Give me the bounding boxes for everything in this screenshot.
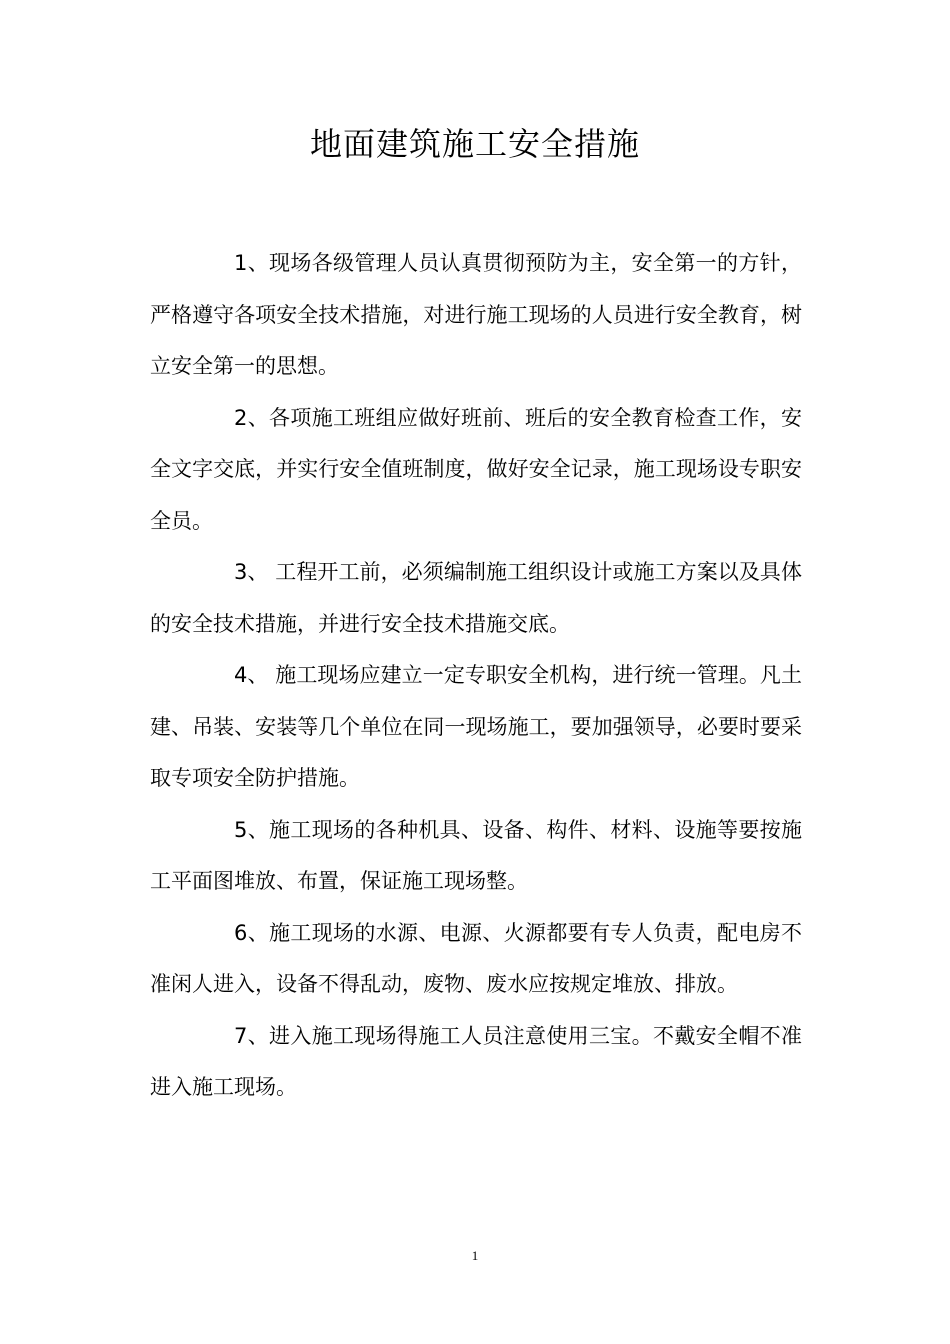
paragraph-3: 3、 工程开工前，必须编制施工组织设计或施工方案以及具体的安全技术措施，并进行安全技术措施交底。 xyxy=(150,560,802,636)
document-body xyxy=(150,238,802,1114)
paragraph-4: 4、 施工现场应建立一定专职安全机构，进行统一管理。凡土建、吊装、安装等几个单位在同一现场施工，要加强领导，必要时要采取专项安全防护措施。 xyxy=(150,663,802,790)
paragraph-5: 5、施工现场的各种机具、设备、构件、材料、设施等要按施工平面图堆放、布置，保证施工现场整。 xyxy=(150,817,802,893)
document-title: 地面建筑施工安全措施 xyxy=(309,125,640,163)
paragraph-2: 2、各项施工班组应做好班前、班后的安全教育检查工作，安全文字交底，并实行安全值班制度，做好安全记录，施工现场设专职安全员。 xyxy=(150,405,802,533)
paragraph-1: 1、现场各级管理人员认真贯彻预防为主，安全第一的方针，严格遵守各项安全技术措施，对进行施工现场的人员进行安全教育，树立安全第一的思想。 xyxy=(150,251,802,378)
paragraph-6: 6、施工现场的水源、电源、火源都要有专人负责，配电房不准闲人进入，设备不得乱动，废物、废水应按规定堆放、排放。 xyxy=(150,920,802,996)
page-number: 1 xyxy=(471,1248,479,1263)
paragraph-7: 7、进入施工现场得施工人员注意使用三宝。不戴安全帽不准进入施工现场。 xyxy=(150,1023,802,1099)
